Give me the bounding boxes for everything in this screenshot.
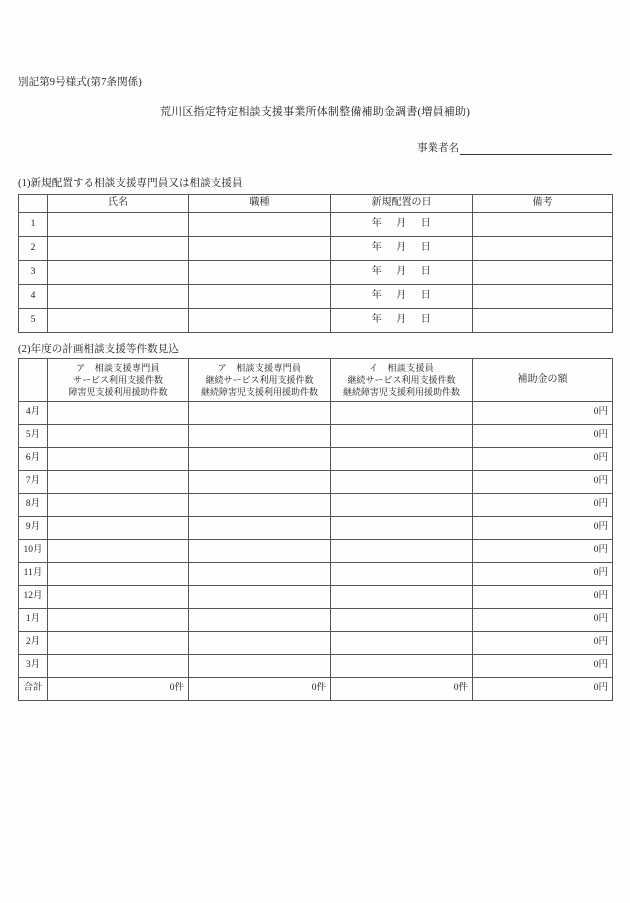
- support-staff-continued-cell[interactable]: [331, 655, 473, 678]
- date-year-label: 年: [371, 290, 383, 302]
- specialist-new-cell[interactable]: [48, 402, 189, 425]
- month-label: 3月: [19, 655, 48, 678]
- date-month-label: 月: [396, 290, 407, 302]
- name-cell[interactable]: [48, 309, 189, 333]
- placement-date-cell[interactable]: [331, 309, 473, 333]
- month-label: 5月: [19, 425, 48, 448]
- date-day-label: 日: [420, 218, 432, 230]
- table-row: [19, 517, 613, 540]
- specialist-new-cell[interactable]: [48, 609, 189, 632]
- specialist-continued-cell[interactable]: [189, 609, 331, 632]
- support-staff-continued-cell[interactable]: [331, 609, 473, 632]
- row-index: 2: [19, 237, 48, 261]
- specialist-new-cell[interactable]: [48, 563, 189, 586]
- month-label: 2月: [19, 632, 48, 655]
- table-row: [19, 261, 613, 285]
- date-day-label: 日: [420, 242, 432, 254]
- column-header-specialist-new: [48, 359, 189, 402]
- placement-date-cell[interactable]: [331, 285, 473, 309]
- subsidy-amount-cell: 0円: [473, 517, 613, 540]
- support-staff-continued-cell[interactable]: [331, 563, 473, 586]
- table-row: [19, 448, 613, 471]
- column-header-support-staff-continued: [331, 359, 473, 402]
- placement-date-cell[interactable]: [331, 237, 473, 261]
- specialist-continued-cell[interactable]: [189, 655, 331, 678]
- job-type-cell[interactable]: [189, 261, 331, 285]
- name-cell[interactable]: [48, 213, 189, 237]
- table-row: [19, 237, 613, 261]
- specialist-continued-cell[interactable]: [189, 517, 331, 540]
- specialist-new-cell[interactable]: [48, 632, 189, 655]
- operator-name-input[interactable]: [460, 143, 612, 155]
- support-staff-continued-cell[interactable]: [331, 471, 473, 494]
- month-label: 4月: [19, 402, 48, 425]
- subsidy-amount-cell: 0円: [473, 586, 613, 609]
- specialist-new-cell[interactable]: [48, 586, 189, 609]
- note-cell[interactable]: [473, 285, 613, 309]
- date-day-label: 日: [420, 266, 432, 278]
- month-label: 6月: [19, 448, 48, 471]
- job-type-cell[interactable]: [189, 213, 331, 237]
- column-header-specialist-continued: [189, 359, 331, 402]
- table-row: [19, 471, 613, 494]
- table-row: [19, 309, 613, 333]
- total-support-staff-continued: 0件: [331, 678, 473, 701]
- specialist-new-cell[interactable]: [48, 517, 189, 540]
- support-staff-continued-cell[interactable]: [331, 425, 473, 448]
- row-index: 3: [19, 261, 48, 285]
- row-index: 5: [19, 309, 48, 333]
- date-month-label: 月: [396, 242, 407, 254]
- header-line-2: 継続サービス利用支援件数: [347, 374, 456, 385]
- specialist-new-cell[interactable]: [48, 540, 189, 563]
- document-title: 荒川区指定特定相談支援事業所体制整備補助金調書(増員補助): [159, 106, 471, 118]
- column-header-month: [19, 359, 48, 402]
- support-staff-continued-cell[interactable]: [331, 517, 473, 540]
- specialist-new-cell[interactable]: [48, 471, 189, 494]
- month-label: 10月: [19, 540, 48, 563]
- specialist-continued-cell[interactable]: [189, 632, 331, 655]
- column-header-index: [19, 195, 48, 213]
- specialist-continued-cell[interactable]: [189, 448, 331, 471]
- table-header-row: [19, 359, 613, 402]
- specialist-new-cell[interactable]: [48, 494, 189, 517]
- column-header-job-type: 職種: [189, 195, 331, 213]
- specialist-new-cell[interactable]: [48, 448, 189, 471]
- table-row: [19, 425, 613, 448]
- support-staff-continued-cell[interactable]: [331, 540, 473, 563]
- header-line-2: サービス利用支援件数: [72, 374, 163, 385]
- specialist-new-cell[interactable]: [48, 655, 189, 678]
- month-label: 8月: [19, 494, 48, 517]
- column-header-name: 氏名: [48, 195, 189, 213]
- table-row: [19, 285, 613, 309]
- month-label: 7月: [19, 471, 48, 494]
- column-header-note: 備考: [473, 195, 613, 213]
- note-cell[interactable]: [473, 309, 613, 333]
- month-label: 11月: [19, 563, 48, 586]
- date-day-label: 日: [420, 314, 432, 326]
- specialist-continued-cell[interactable]: [189, 540, 331, 563]
- specialist-continued-cell[interactable]: [189, 471, 331, 494]
- name-cell[interactable]: [48, 237, 189, 261]
- specialist-continued-cell[interactable]: [189, 563, 331, 586]
- table-row: [19, 563, 613, 586]
- date-day-label: 日: [420, 290, 432, 302]
- total-row: [19, 678, 613, 701]
- support-staff-continued-cell[interactable]: [331, 586, 473, 609]
- header-line-3: 継続障害児支援利用援助件数: [342, 387, 460, 398]
- note-cell[interactable]: [473, 261, 613, 285]
- name-cell[interactable]: [48, 285, 189, 309]
- header-line-1: ア 相談支援専門員: [217, 362, 302, 373]
- column-header-placement-date: 新規配置の日: [331, 195, 473, 213]
- table-row: [19, 586, 613, 609]
- date-year-label: 年: [371, 314, 383, 326]
- specialist-new-cell[interactable]: [48, 425, 189, 448]
- operator-name-label: 事業者名: [417, 143, 459, 154]
- form-number: 別記第9号様式(第7条関係): [18, 77, 142, 88]
- subsidy-amount-cell: 0円: [473, 425, 613, 448]
- header-line-3: 継続障害児支援利用援助件数: [200, 387, 318, 398]
- new-staff-table: [18, 194, 613, 333]
- month-label: 9月: [19, 517, 48, 540]
- support-staff-continued-cell[interactable]: [331, 402, 473, 425]
- subsidy-amount-cell: 0円: [473, 471, 613, 494]
- specialist-continued-cell[interactable]: [189, 494, 331, 517]
- subsidy-amount-cell: 0円: [473, 563, 613, 586]
- month-label: 12月: [19, 586, 48, 609]
- total-specialist-new: 0件: [48, 678, 189, 701]
- table-row: [19, 494, 613, 517]
- table-row: [19, 540, 613, 563]
- section1-label: (1)新規配置する相談支援専門員又は相談支援員: [18, 178, 243, 189]
- date-year-label: 年: [371, 266, 383, 278]
- note-cell[interactable]: [473, 213, 613, 237]
- row-index: 1: [19, 213, 48, 237]
- name-cell[interactable]: [48, 261, 189, 285]
- subsidy-amount-cell: 0円: [473, 655, 613, 678]
- placement-date-cell[interactable]: [331, 213, 473, 237]
- total-label: 合計: [19, 678, 48, 701]
- table-row: [19, 609, 613, 632]
- table-row: [19, 213, 613, 237]
- subsidy-amount-cell: 0円: [473, 540, 613, 563]
- column-header-subsidy-amount: 補助金の額: [473, 359, 613, 402]
- operator-name-field: [417, 140, 612, 155]
- row-index: 4: [19, 285, 48, 309]
- note-cell[interactable]: [473, 237, 613, 261]
- total-specialist-continued: 0件: [189, 678, 331, 701]
- header-line-1: ア 相談支援専門員: [76, 362, 160, 373]
- header-line-3: 障害児支援利用援助件数: [68, 387, 168, 398]
- support-staff-continued-cell[interactable]: [331, 448, 473, 471]
- subsidy-amount-cell: 0円: [473, 494, 613, 517]
- job-type-cell[interactable]: [189, 237, 331, 261]
- job-type-cell[interactable]: [189, 285, 331, 309]
- table-row: [19, 402, 613, 425]
- table-header-row: [19, 195, 613, 213]
- table-row: [19, 655, 613, 678]
- month-label: 1月: [19, 609, 48, 632]
- table-row: [19, 632, 613, 655]
- support-staff-continued-cell[interactable]: [331, 632, 473, 655]
- job-type-cell[interactable]: [189, 309, 331, 333]
- placement-date-cell[interactable]: [331, 261, 473, 285]
- specialist-continued-cell[interactable]: [189, 425, 331, 448]
- specialist-continued-cell[interactable]: [189, 586, 331, 609]
- section2-label: (2)年度の計画相談支援等件数見込: [18, 344, 179, 355]
- specialist-continued-cell[interactable]: [189, 402, 331, 425]
- subsidy-amount-cell: 0円: [473, 632, 613, 655]
- header-line-2: 継続サービス利用支援件数: [205, 374, 314, 385]
- subsidy-amount-cell: 0円: [473, 448, 613, 471]
- total-subsidy-amount: 0円: [473, 678, 613, 701]
- date-year-label: 年: [371, 242, 383, 254]
- date-year-label: 年: [371, 218, 383, 230]
- date-month-label: 月: [396, 266, 407, 278]
- header-line-1: イ 相談支援員: [368, 362, 435, 373]
- date-month-label: 月: [396, 218, 407, 230]
- subsidy-amount-cell: 0円: [473, 402, 613, 425]
- support-staff-continued-cell[interactable]: [331, 494, 473, 517]
- subsidy-amount-cell: 0円: [473, 609, 613, 632]
- date-month-label: 月: [396, 314, 407, 326]
- planned-support-cases-table: [18, 358, 613, 701]
